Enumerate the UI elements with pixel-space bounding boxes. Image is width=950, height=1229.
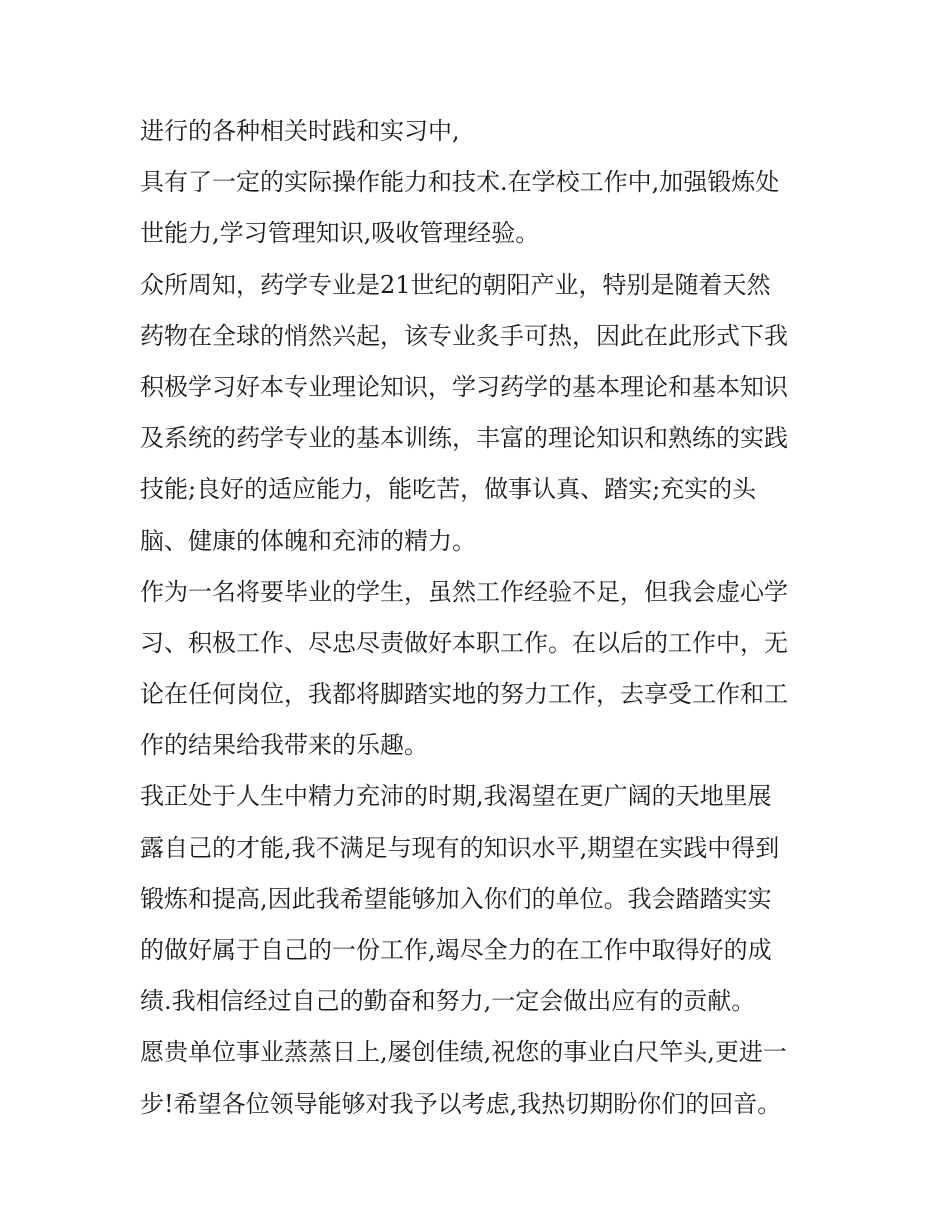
text-line: 药物在全球的悄然兴起，该专业炙手可热，因此在此形式下我 (140, 321, 788, 350)
text-line: 技能;良好的适应能力，能吃苦，做事认真、踏实;充实的头 (140, 475, 757, 504)
text-line: 作为一名将要毕业的学生，虽然工作经验不足，但我会虚心学 (140, 577, 788, 606)
text-line: 愿贵单位事业蒸蒸日上,屡创佳绩,祝您的事业白尺竿头,更进一 (140, 1038, 787, 1067)
body-text (140, 106, 830, 1130)
text-line: 进行的各种相关时践和实习中, (140, 117, 460, 145)
text-line: 及系统的药学专业的基本训练，丰富的理论知识和熟练的实践 (140, 424, 788, 453)
text-line: 作的结果给我带来的乐趣。 (140, 731, 428, 760)
text-line: 步!希望各位领导能够对我予以考虑,我热切期盼你们的回音。 (140, 1089, 782, 1118)
text-line: 锻炼和提高,因此我希望能够加入你们的单位。我会踏踏实实 (140, 884, 772, 913)
text-line: 论在任何岗位，我都将脚踏实地的努力工作，去享受工作和工 (140, 680, 788, 709)
text-line: 绩.我相信经过自己的勤奋和努力,一定会做出应有的贡献。 (140, 987, 756, 1016)
text-line: 积极学习好本专业理论知识，学习药学的基本理论和基本知识 (140, 372, 788, 401)
text-line: 众所周知，药学专业是21世纪的朝阳产业，特别是随着天然 (140, 270, 771, 299)
text-line: 露自己的才能,我不满足与现有的知识水平,期望在实践中得到 (140, 833, 780, 862)
text-line: 世能力,学习管理知识,吸收管理经验。 (140, 219, 540, 248)
text-line: 具有了一定的实际操作能力和技术.在学校工作中,加强锻炼处 (140, 168, 780, 197)
text-line: 脑、健康的体魄和充沛的精力。 (140, 526, 476, 555)
text-line: 习、积极工作、尽忠尽责做好本职工作。在以后的工作中，无 (140, 628, 788, 657)
text-line: 的做好属于自己的一份工作,竭尽全力的在工作中取得好的成 (140, 936, 772, 964)
text-line: 我正处于人生中精力充沛的时期,我渴望在更广阔的天地里展 (140, 782, 772, 811)
